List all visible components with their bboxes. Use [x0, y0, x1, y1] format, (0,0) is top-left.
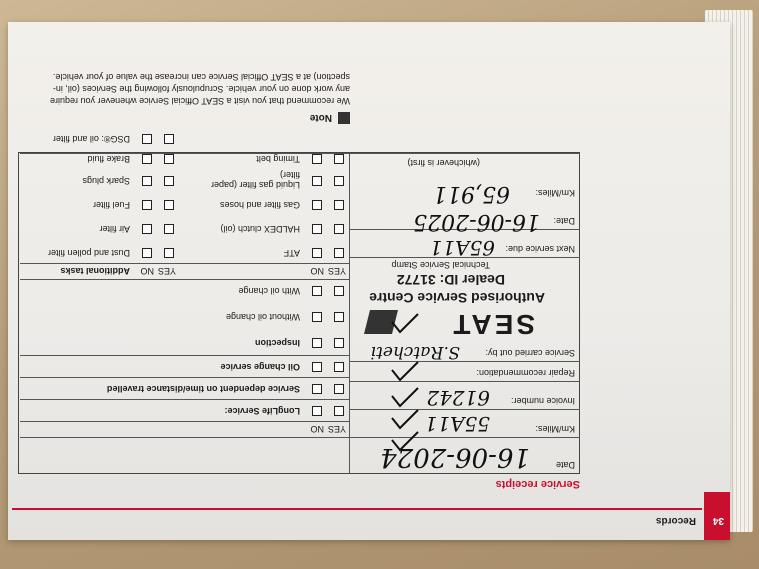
invoice-label: Invoice number: — [510, 396, 575, 406]
no-header: NO — [310, 424, 324, 434]
note-line-2: any work done on your vehicle. Scrupulously following the Services (oil, in- — [52, 84, 350, 94]
dsg-label: DSG®: oil and filter — [52, 134, 130, 144]
check-marks — [388, 292, 428, 482]
repair-label: Repair recommendation: — [476, 368, 575, 378]
row-line — [20, 437, 580, 438]
atf-no-checkbox[interactable] — [312, 248, 322, 258]
gas-filter-yes-checkbox[interactable] — [334, 200, 344, 210]
liquid-gas-label-2: filter) — [280, 170, 300, 180]
yes-header-2: YES — [327, 266, 346, 276]
whichever-label: (whichever is first) — [407, 158, 480, 168]
time-distance-yes-checkbox[interactable] — [334, 384, 344, 394]
inspection-no-checkbox[interactable] — [312, 338, 322, 348]
next-km-label: Km/Miles: — [535, 188, 575, 198]
next-service-label: Next service due: — [505, 244, 575, 254]
fuel-filter-yes-checkbox[interactable] — [164, 200, 174, 210]
service-dependent-label: Service dependent on time/distance travelled — [106, 384, 300, 394]
air-filter-no-checkbox[interactable] — [142, 224, 152, 234]
no-header-2: NO — [310, 266, 324, 276]
spark-plugs-no-checkbox[interactable] — [142, 176, 152, 186]
oil-change-service-label: Oil change service — [220, 362, 300, 372]
dust-filter-label: Dust and pollen filter — [47, 248, 130, 258]
row-line — [350, 381, 580, 382]
row-line — [20, 399, 350, 400]
with-oil-yes-checkbox[interactable] — [334, 286, 344, 296]
date-label: Date — [555, 460, 575, 470]
note-line-3: spection) at a SEAT Official Service can increase the value of your vehicle. — [52, 72, 350, 82]
haldex-yes-checkbox[interactable] — [334, 224, 344, 234]
yes-header-3: YES — [157, 266, 176, 276]
with-oil-label: With oil change — [238, 286, 300, 296]
service-booklet-page — [8, 22, 730, 540]
additional-tasks-label: Additional tasks — [60, 266, 130, 276]
timing-belt-label: Timing belt — [256, 154, 300, 164]
handwritten-technician: S.Ratcheti — [370, 342, 460, 362]
row-line — [20, 279, 350, 280]
stamp-label: Technical Service Stamp — [391, 260, 490, 270]
time-distance-no-checkbox[interactable] — [312, 384, 322, 394]
liquid-gas-no-checkbox[interactable] — [312, 176, 322, 186]
row-line — [20, 153, 580, 154]
stamp-line-2: Dealer ID: 31772 — [396, 272, 505, 288]
atf-label: ATF — [283, 248, 300, 258]
dust-filter-yes-checkbox[interactable] — [164, 248, 174, 258]
row-line — [20, 263, 350, 264]
yes-header: YES — [327, 424, 346, 434]
dust-filter-no-checkbox[interactable] — [142, 248, 152, 258]
header-rule — [12, 508, 702, 510]
seat-stamp-logo: SEAT — [450, 309, 535, 340]
check-mark — [392, 388, 418, 406]
longlife-yes-checkbox[interactable] — [334, 406, 344, 416]
haldex-label: HALDEX clutch (oil) — [220, 224, 300, 234]
handwritten-next-service: 65A11 — [429, 236, 495, 260]
stamp-line-1: Authorised Service Centre — [369, 290, 545, 306]
timing-belt-yes-checkbox[interactable] — [334, 154, 344, 164]
inspection-yes-checkbox[interactable] — [334, 338, 344, 348]
oil-change-yes-checkbox[interactable] — [334, 362, 344, 372]
brake-fluid-label: Brake fluid — [87, 154, 130, 164]
next-date-label: Date: — [553, 216, 575, 226]
without-oil-no-checkbox[interactable] — [312, 312, 322, 322]
rotated-page-content — [8, 22, 730, 540]
check-mark — [392, 410, 418, 428]
note-title: Note — [309, 112, 332, 123]
haldex-no-checkbox[interactable] — [312, 224, 322, 234]
check-mark — [392, 432, 418, 450]
handwritten-next-date: 16-06-2025 — [413, 209, 540, 234]
spark-plugs-yes-checkbox[interactable] — [164, 176, 174, 186]
note-line-1: We recommend that you visit a SEAT Official Service whenever you require — [50, 96, 350, 106]
dsg-yes-checkbox[interactable] — [164, 134, 174, 144]
handwritten-invoice: 61242 — [426, 386, 490, 410]
longlife-no-checkbox[interactable] — [312, 406, 322, 416]
info-icon — [338, 112, 350, 124]
without-oil-label: Without oil change — [225, 312, 300, 322]
check-mark — [392, 314, 418, 332]
air-filter-yes-checkbox[interactable] — [164, 224, 174, 234]
handwritten-date: 16-06-2024 — [380, 442, 530, 472]
liquid-gas-label-1: Liquid gas filter (paper — [210, 180, 300, 190]
check-mark — [392, 362, 418, 380]
section-title: Records — [655, 515, 696, 526]
row-line — [20, 377, 350, 378]
fuel-filter-label: Fuel filter — [92, 200, 130, 210]
handwritten-next-km: 65,911 — [433, 181, 510, 206]
brake-fluid-no-checkbox[interactable] — [142, 154, 152, 164]
without-oil-yes-checkbox[interactable] — [334, 312, 344, 322]
oil-change-no-checkbox[interactable] — [312, 362, 322, 372]
brake-fluid-yes-checkbox[interactable] — [164, 154, 174, 164]
carried-out-label: Service carried out by: — [485, 348, 575, 358]
timing-belt-no-checkbox[interactable] — [312, 154, 322, 164]
form-divider — [349, 154, 350, 474]
fuel-filter-no-checkbox[interactable] — [142, 200, 152, 210]
with-oil-no-checkbox[interactable] — [312, 286, 322, 296]
dsg-no-checkbox[interactable] — [142, 134, 152, 144]
page-number: 34 — [712, 515, 724, 526]
page-title: Service receipts — [495, 478, 580, 490]
inspection-label: Inspection — [254, 338, 300, 348]
row-line — [20, 421, 350, 422]
air-filter-label: Air filter — [99, 224, 130, 234]
km-label: Km/Miles: — [535, 424, 575, 434]
spark-plugs-label: Spark plugs — [82, 176, 130, 186]
liquid-gas-yes-checkbox[interactable] — [334, 176, 344, 186]
gas-filter-label: Gas filter and hoses — [219, 200, 300, 210]
longlife-label: LongLife Service: — [224, 406, 300, 416]
no-header-3: NO — [140, 266, 154, 276]
gas-filter-no-checkbox[interactable] — [312, 200, 322, 210]
row-line — [20, 355, 350, 356]
atf-yes-checkbox[interactable] — [334, 248, 344, 258]
handwritten-km: 55A11 — [424, 412, 490, 436]
